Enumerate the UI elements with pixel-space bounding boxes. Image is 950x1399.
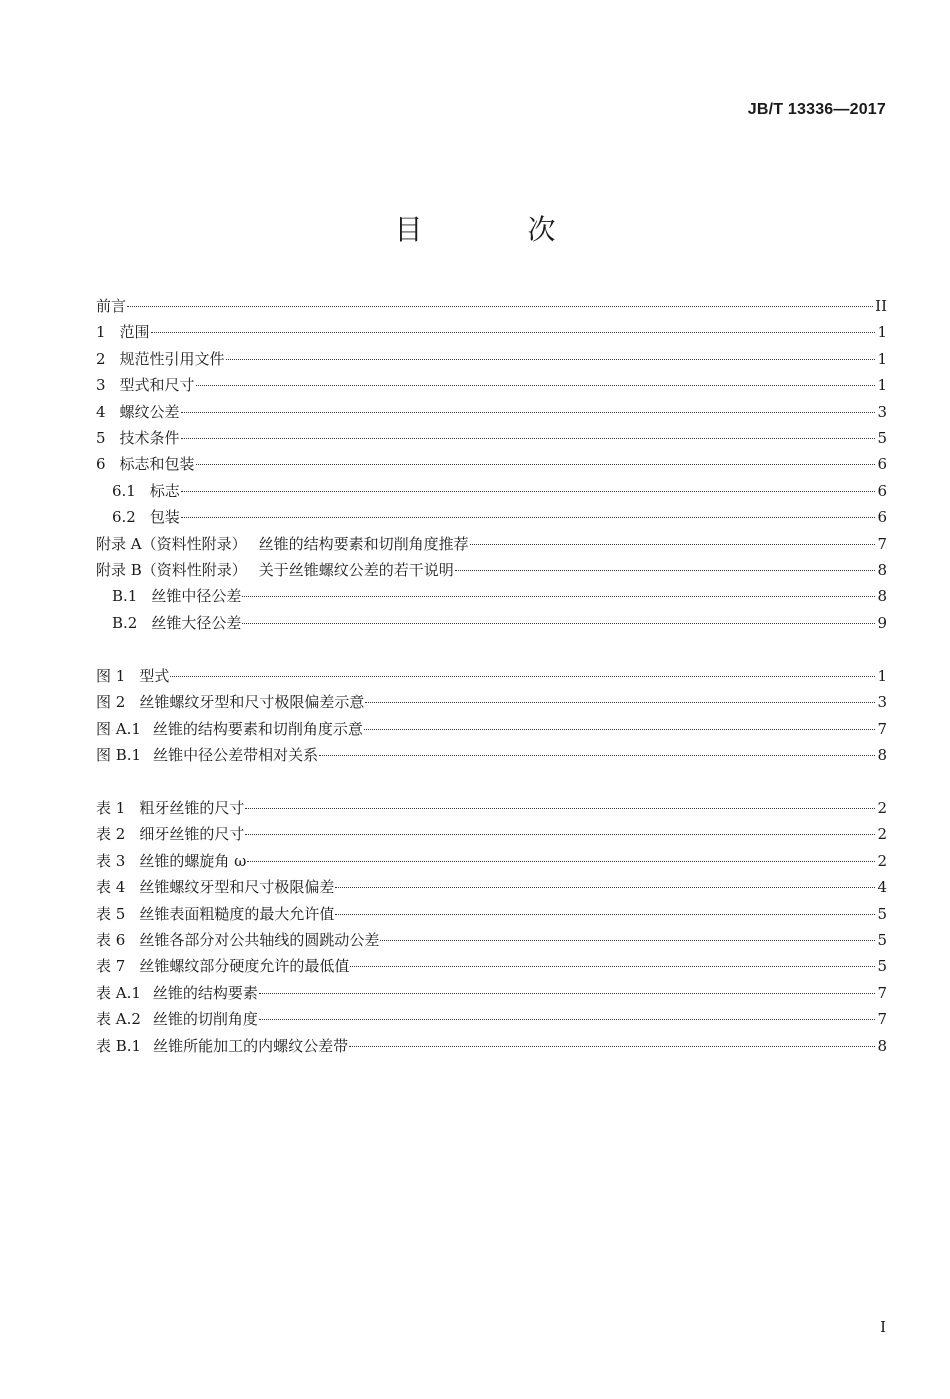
toc-figures-list: [96, 663, 887, 769]
toc-section-entry-title: [112, 504, 180, 530]
toc-table-entry-label: 丝锥的切削角度: [152, 1010, 258, 1029]
dot-leader: [170, 676, 875, 677]
toc-section-entry-label: 丝锥的结构要素和切削角度推荐: [258, 534, 469, 553]
toc-table-entry-page: 2: [877, 825, 887, 844]
toc-section-entry-number: 附录 B（资料性附录）: [96, 560, 247, 579]
toc-figure-entry[interactable]: [96, 716, 887, 742]
toc-section-entry-label: 包装: [149, 508, 180, 527]
dot-leader: [151, 332, 876, 333]
toc-section-entry-label: 前言: [96, 297, 127, 315]
toc-table-entry[interactable]: [96, 1033, 887, 1059]
toc-table-entry-title: [96, 874, 334, 900]
dot-leader: [245, 808, 875, 809]
toc-table-entry-label: 丝锥的螺旋角 ω: [139, 851, 247, 870]
toc-section-entry-label: 关于丝锥螺纹公差的若干说明: [258, 560, 454, 579]
dot-leader: [335, 887, 875, 888]
toc-table-entry-number: 表 1: [96, 799, 126, 817]
toc-figure-entry[interactable]: [96, 742, 887, 768]
dot-leader: [365, 702, 875, 703]
toc-section-entry-number: 附录 A（资料性附录）: [96, 534, 247, 553]
standard-code: JB/T 13336—2017: [747, 101, 886, 118]
toc-section-entry-number: 1: [96, 323, 106, 342]
toc-table-entry-page: 4: [877, 878, 887, 897]
toc-section-entry-title: [96, 372, 195, 398]
dot-leader: [259, 1019, 876, 1020]
toc-table-entry-page: 5: [877, 930, 887, 949]
toc-section-entry-page: 1: [877, 323, 887, 342]
dot-leader: [470, 544, 876, 545]
toc-table-entry-title: [96, 821, 244, 847]
dot-leader: [196, 464, 876, 465]
toc-table-entry[interactable]: [96, 874, 887, 900]
toc-section-entry-title: [96, 557, 454, 583]
toc-section-entry-number: 4: [96, 402, 106, 421]
toc-table-entry-title: [96, 927, 379, 953]
toc-table-entry[interactable]: [96, 901, 887, 927]
toc-section-entry[interactable]: [96, 425, 887, 451]
toc-section-entry[interactable]: [96, 399, 887, 425]
toc-table-entry-label: 粗牙丝锥的尺寸: [139, 799, 245, 817]
toc-table-entry[interactable]: [96, 980, 887, 1006]
toc-section-entry[interactable]: [96, 610, 887, 636]
toc-table-entry-number: 表 A.2: [96, 1010, 141, 1029]
toc-table-entry-title: [96, 795, 244, 821]
toc-table-entry-title: [96, 848, 246, 874]
toc-section-entry-page: 6: [877, 481, 887, 500]
toc-section-entry-page: 1: [877, 376, 887, 395]
toc-figure-entry-label: 型式: [139, 667, 170, 685]
dot-leader: [380, 940, 875, 941]
dot-leader: [242, 623, 875, 624]
toc-section-entry-number: 6: [96, 455, 106, 474]
toc-section-entry-title: [112, 478, 180, 504]
toc-section-entry[interactable]: [96, 346, 887, 372]
toc-figure-entry-number: 图 1: [96, 667, 126, 685]
toc-section-entry-page: 5: [877, 428, 887, 447]
toc-table-entry[interactable]: [96, 1006, 887, 1032]
toc-tables-list: [96, 795, 887, 1059]
toc-figure-entry-page: 3: [877, 693, 887, 712]
dot-leader: [242, 596, 875, 597]
toc-figure-entry-page: 7: [877, 719, 887, 738]
toc-section-entry[interactable]: [96, 557, 887, 583]
page-number: I: [880, 1318, 886, 1336]
toc-table-entry[interactable]: [96, 821, 887, 847]
toc-table-entry-number: 表 3: [96, 851, 126, 870]
toc-section-entry[interactable]: [96, 293, 887, 319]
toc-table-entry-title: [96, 1033, 348, 1059]
dot-leader: [259, 993, 876, 994]
toc-section-entry-title: [96, 425, 180, 451]
toc-table-entry-page: 5: [877, 904, 887, 923]
toc-table-entry-label: 丝锥各部分对公共轴线的圆跳动公差: [139, 930, 380, 949]
toc-section-entry-label: 规范性引用文件: [119, 349, 225, 368]
toc-section-entry-number: 6.1: [112, 481, 136, 500]
toc-table-entry-label: 丝锥螺纹牙型和尺寸极限偏差: [139, 878, 335, 897]
toc-section-entry-title: [96, 293, 126, 319]
toc-section-entry-page: 7: [877, 534, 887, 553]
toc-section-entry-page: 8: [877, 560, 887, 579]
toc-section-entry-title: [96, 346, 225, 372]
toc-table-entry-page: 2: [877, 851, 887, 870]
dot-leader: [127, 306, 873, 307]
toc-table-entry-number: 表 6: [96, 930, 126, 949]
toc-table-entry-page: 2: [877, 799, 887, 817]
toc-sections-list: [96, 293, 887, 636]
toc-table-entry-page: 8: [877, 1036, 887, 1055]
toc-table-entry[interactable]: [96, 795, 887, 821]
toc-figure-entry-number: 图 A.1: [96, 719, 141, 738]
toc-section-entry-title: [96, 319, 150, 345]
toc-section-entry-number: 2: [96, 349, 106, 368]
toc-table-entry-title: [96, 980, 258, 1006]
toc-table-entry-label: 细牙丝锥的尺寸: [139, 825, 245, 844]
toc-section-entry-page: 8: [877, 587, 887, 606]
toc-figure-entry-label: 丝锥的结构要素和切削角度示意: [152, 719, 363, 738]
toc-section-entry-page: 1: [877, 349, 887, 368]
toc-figure-entry-label: 丝锥螺纹牙型和尺寸极限偏差示意: [139, 693, 365, 712]
toc-table-entry-page: 5: [877, 957, 887, 976]
toc-section-entry-label: 丝锥中径公差: [151, 587, 242, 606]
toc-table-entry-title: [96, 1006, 258, 1032]
dot-leader: [245, 834, 875, 835]
toc-section-entry-number: 6.2: [112, 508, 136, 527]
toc-table-entry-page: 7: [877, 983, 887, 1002]
toc-section-entry-label: 螺纹公差: [119, 402, 180, 421]
dot-leader: [364, 729, 876, 730]
toc-section-entry[interactable]: [96, 319, 887, 345]
toc-section-entry-label: 型式和尺寸: [119, 376, 195, 395]
dot-leader: [335, 914, 875, 915]
toc-section-entry-number: 5: [96, 428, 106, 447]
toc-section-entry-title: [96, 451, 195, 477]
toc-section-entry-label: 标志和包装: [119, 455, 195, 474]
dot-leader: [319, 755, 875, 756]
toc-section-entry-title: [96, 531, 469, 557]
toc-section-entry-label: 标志: [149, 481, 180, 500]
toc-section-entry-number: B.2: [112, 613, 138, 632]
toc-table-entry-title: [96, 953, 349, 979]
toc-table-entry-number: 表 A.1: [96, 983, 141, 1002]
dot-leader: [247, 861, 875, 862]
toc-section-entry-number: B.1: [112, 587, 138, 606]
toc-section-entry-label: 丝锥大径公差: [151, 613, 242, 632]
toc-figure-entry-title: [96, 716, 363, 742]
toc-table-entry-number: 表 5: [96, 904, 126, 923]
toc-section-entry-page: 6: [877, 508, 887, 527]
toc-section-entry-page: 3: [877, 402, 887, 421]
toc-table-entry[interactable]: [96, 927, 887, 953]
toc-table-entry[interactable]: [96, 953, 887, 979]
toc-section-entry-title: [96, 399, 180, 425]
dot-leader: [181, 491, 876, 492]
toc-table-entry[interactable]: [96, 848, 887, 874]
toc-section-entry-label: 技术条件: [119, 428, 180, 447]
page-title: 目 次: [394, 213, 604, 246]
toc-table-entry-number: 表 2: [96, 825, 126, 844]
dot-leader: [349, 1046, 875, 1047]
dot-leader: [181, 517, 876, 518]
toc-section-entry[interactable]: [96, 451, 887, 477]
toc-figure-entry[interactable]: [96, 663, 887, 689]
dot-leader: [455, 570, 876, 571]
toc-table-entry-title: [96, 901, 334, 927]
toc-table-entry-label: 丝锥所能加工的内螺纹公差带: [153, 1036, 349, 1055]
dot-leader: [196, 385, 876, 386]
toc-figure-entry-title: [96, 663, 169, 689]
toc-section-entry-page: 6: [877, 455, 887, 474]
dot-leader: [350, 966, 875, 967]
toc-figure-entry-page: 8: [877, 746, 887, 765]
toc-figure-entry-number: 图 2: [96, 693, 126, 712]
toc-section-entry[interactable]: [96, 583, 887, 609]
dot-leader: [181, 438, 876, 439]
toc-section-entry-page: II: [875, 297, 887, 315]
toc-table-entry-number: 表 4: [96, 878, 126, 897]
toc-section-entry-number: 3: [96, 376, 106, 395]
toc-section-entry-label: 范围: [119, 323, 150, 342]
toc-table-entry-page: 7: [877, 1010, 887, 1029]
toc-figure-entry[interactable]: [96, 689, 887, 715]
dot-leader: [181, 412, 876, 413]
toc-section-entry-title: [112, 583, 241, 609]
toc-table-entry-label: 丝锥的结构要素: [152, 983, 258, 1002]
toc-figure-entry-title: [96, 689, 364, 715]
dot-leader: [226, 359, 876, 360]
toc-section-entry[interactable]: [96, 372, 887, 398]
toc-section-entry[interactable]: [96, 504, 887, 530]
toc-figure-entry-page: 1: [877, 667, 887, 685]
toc-table-entry-number: 表 B.1: [96, 1036, 142, 1055]
toc-figure-entry-title: [96, 742, 318, 768]
toc-section-entry-page: 9: [877, 613, 887, 632]
toc-section-entry[interactable]: [96, 478, 887, 504]
toc-figure-entry-number: 图 B.1: [96, 746, 142, 765]
toc-section-entry[interactable]: [96, 531, 887, 557]
toc-table-entry-label: 丝锥表面粗糙度的最大允许值: [139, 904, 335, 923]
toc-figure-entry-label: 丝锥中径公差带相对关系: [153, 746, 319, 765]
toc-table-entry-label: 丝锥螺纹部分硬度允许的最低值: [139, 957, 350, 976]
toc-table-entry-number: 表 7: [96, 957, 126, 976]
toc-section-entry-title: [112, 610, 241, 636]
